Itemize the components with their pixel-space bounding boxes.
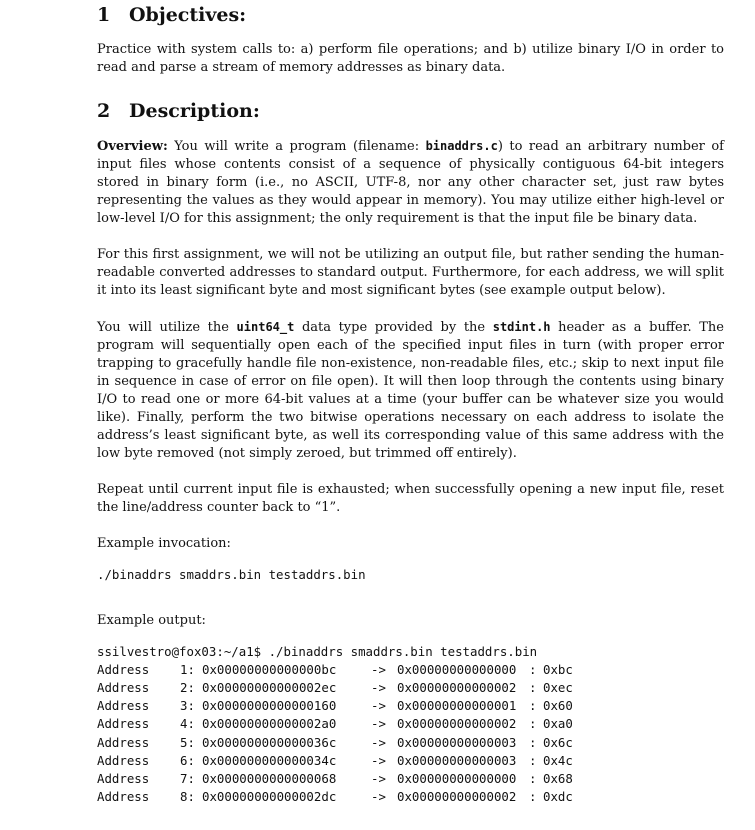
output-cell-num: 7: (180, 770, 195, 786)
output-cell-high: 0x00000000000003 (397, 734, 517, 750)
repeat-paragraph: Repeat until current input file is exhausted; when successfully opening a new input file, reset the line/address counter back to “1”. (97, 482, 724, 515)
output-row (97, 733, 573, 751)
output-cell-high: 0x00000000000002 (397, 716, 517, 732)
output-cell-addr: 0x000000000000036c (202, 734, 337, 750)
output-cell-high: 0x00000000000002 (397, 789, 517, 805)
buffer-text-3: header as a buffer. The program will sequentially open each of the specified input files in turn (with proper error trapping to gracefully handle file non-existence, non-readable files, etc.; skip to next input file in sequence in case of error on file open). It will then loop through the contents using binary I/O to read one or more 64-bit values at a time (your buffer can be whatever size you would like). Finally, perform the two bitwise operations necessary on each address to isolate the address’s least significant byte, as well its corresponding value of this same address with the low byte removed (not simply zeroed, but trimmed off entirely). (97, 320, 724, 461)
output-cell-high: 0x00000000000000 (397, 661, 517, 677)
output-cell-arrow: -> (371, 734, 386, 750)
output-cell-low: 0xdc (543, 789, 573, 805)
output-cell-low: 0xbc (543, 661, 573, 677)
output-row (97, 660, 573, 678)
output-cell-low: 0x60 (543, 698, 573, 714)
output-cell-colon: : (529, 770, 537, 786)
output-cell-addr: 0x00000000000000bc (202, 661, 337, 677)
output-cell-low: 0x4c (543, 752, 573, 768)
type-code: uint64_t (236, 320, 295, 334)
section-heading-objectives (97, 4, 246, 26)
buffer-text-2: data type provided by the (294, 320, 493, 335)
output-cell-word: Address (97, 789, 150, 805)
output-paragraph: For this first assignment, we will not be utilizing an output file, but rather sending the human-readable converted addresses to standard output. Furthermore, for each address, we will split it into its least significant byte and most significant bytes (see example output below). (97, 247, 724, 298)
invocation-label: Example invocation: (97, 536, 231, 551)
section-heading-description (97, 100, 260, 122)
output-cell-word: Address (97, 734, 150, 750)
output-cell-num: 1: (180, 661, 195, 677)
output-cell-addr: 0x0000000000000068 (202, 770, 337, 786)
output-cell-arrow: -> (371, 679, 386, 695)
output-cell-colon: : (529, 698, 537, 714)
overview-text-2: ) to read an arbitrary number of input files whose contents consist of a sequence of physically contiguous 64-bit integers stored in binary form (i.e., no ASCII, UTF-8, nor any other character set, just raw bytes representing the values as they would appear in memory). You may utilize either high-level or low-level I/O for this assignment; the only requirement is that the input file be binary data. (97, 139, 724, 226)
section-title: Objectives: (129, 4, 247, 26)
output-cell-arrow: -> (371, 752, 386, 768)
output-row (97, 769, 573, 787)
output-cell-num: 2: (180, 679, 195, 695)
output-cell-colon: : (529, 679, 537, 695)
output-cell-colon: : (529, 716, 537, 732)
output-row (97, 697, 573, 715)
output-cell-arrow: -> (371, 661, 386, 677)
overview-paragraph (97, 137, 724, 228)
example-output-block (97, 642, 573, 806)
output-label: Example output: (97, 613, 206, 628)
output-cell-low: 0x6c (543, 734, 573, 750)
output-cell-word: Address (97, 698, 150, 714)
output-cell-colon: : (529, 752, 537, 768)
buffer-paragraph (97, 318, 724, 463)
output-cell-addr: 0x0000000000000160 (202, 698, 337, 714)
overview-label: Overview: (97, 139, 168, 154)
output-cell-num: 8: (180, 789, 195, 805)
output-cell-arrow: -> (371, 716, 386, 732)
section-number: 2 (97, 100, 111, 122)
output-cell-high: 0x00000000000003 (397, 752, 517, 768)
output-cell-addr: 0x00000000000002a0 (202, 716, 337, 732)
output-cell-low: 0xa0 (543, 716, 573, 732)
output-cell-colon: : (529, 789, 537, 805)
output-cell-num: 6: (180, 752, 195, 768)
objectives-paragraph: Practice with system calls to: a) perform file operations; and b) utilize binary I/O in order to read and parse a stream of memory addresses as binary data. (97, 42, 724, 75)
output-cell-arrow: -> (371, 789, 386, 805)
filename-code: binaddrs.c (425, 139, 498, 153)
output-cell-high: 0x00000000000002 (397, 679, 517, 695)
output-cell-num: 3: (180, 698, 195, 714)
output-cell-addr: 0x00000000000002ec (202, 679, 337, 695)
output-cell-colon: : (529, 734, 537, 750)
output-cell-high: 0x00000000000001 (397, 698, 517, 714)
output-row (97, 788, 573, 806)
output-row (97, 678, 573, 696)
output-cell-word: Address (97, 716, 150, 732)
invocation-command: ./binaddrs smaddrs.bin testaddrs.bin (97, 567, 366, 582)
section-title: Description: (129, 100, 260, 122)
overview-text-1: You will write a program (filename: (167, 139, 426, 154)
output-cell-addr: 0x00000000000002dc (202, 789, 337, 805)
output-cell-word: Address (97, 679, 150, 695)
output-cell-low: 0xec (543, 679, 573, 695)
output-cell-word: Address (97, 752, 150, 768)
buffer-text-1: You will utilize the (97, 320, 237, 335)
header-code: stdint.h (492, 320, 551, 334)
output-cell-word: Address (97, 770, 150, 786)
section-number: 1 (97, 4, 111, 26)
output-cell-arrow: -> (371, 770, 386, 786)
output-cell-num: 5: (180, 734, 195, 750)
output-rows (97, 660, 573, 806)
output-cell-addr: 0x000000000000034c (202, 752, 337, 768)
output-row (97, 715, 573, 733)
output-cell-arrow: -> (371, 698, 386, 714)
output-cell-low: 0x68 (543, 770, 573, 786)
output-cell-word: Address (97, 661, 150, 677)
output-row (97, 751, 573, 769)
output-cell-num: 4: (180, 716, 195, 732)
output-cell-high: 0x00000000000000 (397, 770, 517, 786)
output-prompt-line: ssilvestro@fox03:~/a1$ ./binaddrs smaddrs.bin testaddrs.bin (97, 643, 538, 659)
output-cell-colon: : (529, 661, 537, 677)
